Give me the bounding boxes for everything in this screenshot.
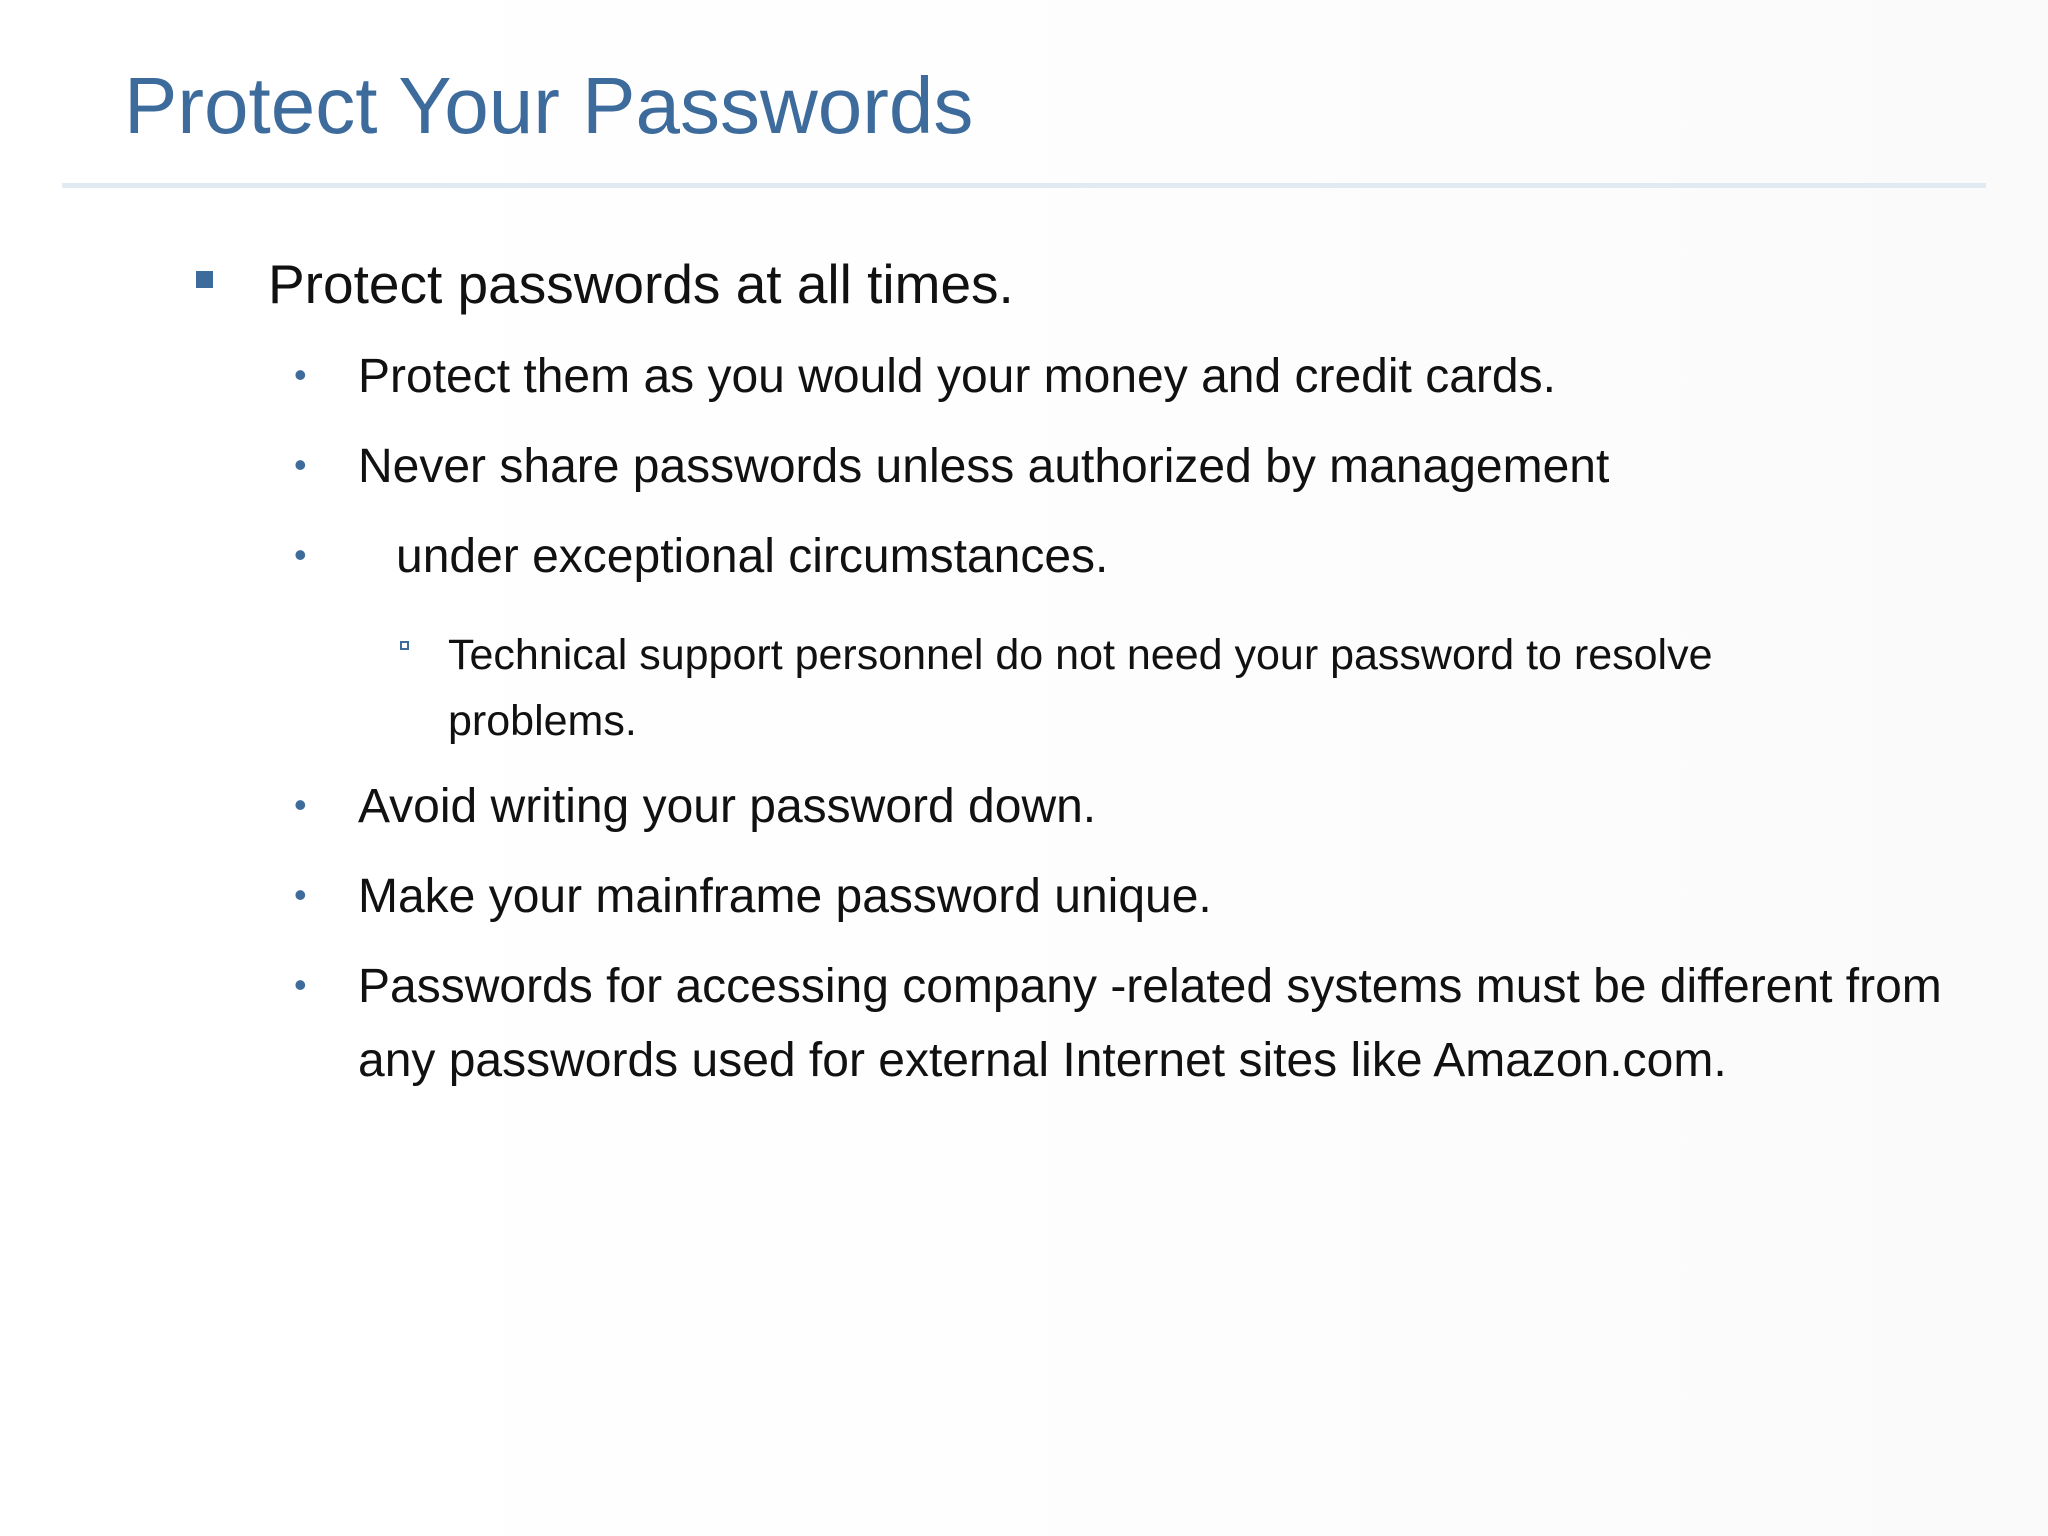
sub-point: under exceptional circumstances. [396, 530, 1109, 583]
sub-point: Passwords for accessing company -related systems must be different from any passwords used for external Internet sites like Amazon.com. [358, 960, 1942, 1087]
nested-point: Technical support personnel do not need your password to resolve problems. [448, 631, 1713, 745]
sub-point: Never share passwords unless authorized by management [358, 440, 1610, 493]
slide-title: Protect Your Passwords [124, 61, 974, 150]
dot-bullet-icon: • [294, 784, 307, 825]
sub-point: Avoid writing your password down. [358, 780, 1097, 833]
title-divider [62, 183, 1986, 188]
dot-bullet-icon: • [294, 964, 307, 1005]
main-point: Protect passwords at all times. [268, 253, 1014, 315]
dot-bullet-icon: • [294, 874, 307, 915]
sub-point: Make your mainframe password unique. [358, 870, 1212, 923]
sub-point: Protect them as you would your money and credit cards. [358, 350, 1556, 403]
dot-bullet-icon: • [294, 444, 307, 485]
dot-bullet-icon: • [294, 534, 307, 575]
dot-bullet-icon: • [294, 354, 307, 395]
square-bullet-icon [196, 271, 213, 288]
hollow-square-bullet-icon [400, 641, 409, 650]
